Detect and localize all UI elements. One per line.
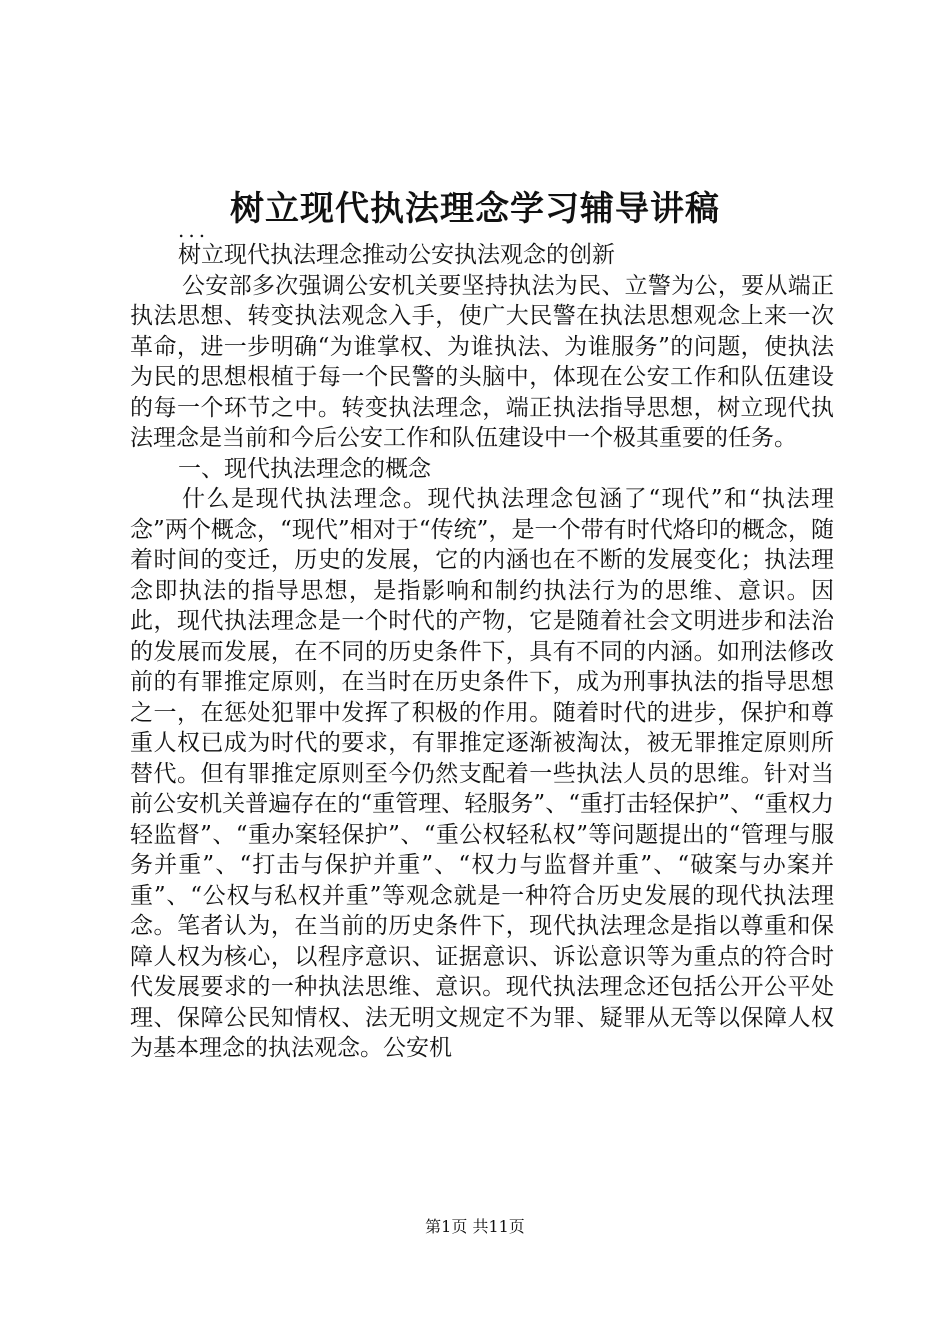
- paragraph-intro: 公安部多次强调公安机关要坚持执法为民、立警为公，要从端正执法思想、转变执法观念入手，使广大民警在执法思想观念上来一次革命，进一步明确“为谁掌权、为谁执法、为谁服务”的问题，使执法为民的思想根植于每一个民警的头脑中，体现在公安工作和队伍建设的每一个环节之中。转变执法理念，端正执法指导思想，树立现代执法理念是当前和今后公安工作和队伍建设中一个极其重要的任务。: [130, 272, 834, 451]
- paragraph-concept: 什么是现代执法理念。现代执法理念包涵了“现代”和“执法理念”两个概念，“现代”相对于“传统”，是一个带有时代烙印的概念，随着时间的变迁，历史的发展，它的内涵也在不断的发展变化；执法理念即执法的指导思想，是指影响和制约执法行为的思维、意识。因此，现代执法理念是一个时代的产物，它是随着社会文明进步和法治的发展而发展，在不同的历史条件下，具有不同的内涵。如刑法修改前的有罪推定原则，在当时在历史条件下，成为刑事执法的指导思想之一，在惩处犯罪中发挥了积极的作用。随着时代的进步，保护和尊重人权已成为时代的要求，有罪推定逐渐被淘汰，被无罪推定原则所替代。但有罪推定原则至今仍然支配着一些执法人员的思维。针对当前公安机关普遍存在的“重管理、轻服务”、“重打击轻保护”、“重权力轻监督”、“重办案轻保护”、“重公权轻私权”等问题提出的“管理与服务并重”、“打击与保护并重”、“权力与监督并重”、“破案与办案并重”、“公权与私权并重”等观念就是一种符合历史发展的现代执法理念。笔者认为，在当前的历史条件下，现代执法理念是指以尊重和保障人权为核心，以程序意识、证据意识、诉讼意识等为重点的符合时代发展要求的一种执法思维、意识。现代执法理念还包括公开公平处理、保障公民知情权、法无明文规定不为罪、疑罪从无等以保障人权为基本理念的执法观念。公安机: [130, 486, 834, 1061]
- ellipsis-mark: ...: [178, 218, 210, 242]
- document-subtitle: 树立现代执法理念推动公安执法观念的创新: [178, 242, 615, 268]
- page-footer: 第1页 共11页: [425, 1217, 525, 1236]
- section-heading: 一、现代执法理念的概念: [178, 455, 431, 482]
- document-body: [130, 240, 834, 1064]
- document-title: 树立现代执法理念学习辅导讲稿: [230, 189, 720, 229]
